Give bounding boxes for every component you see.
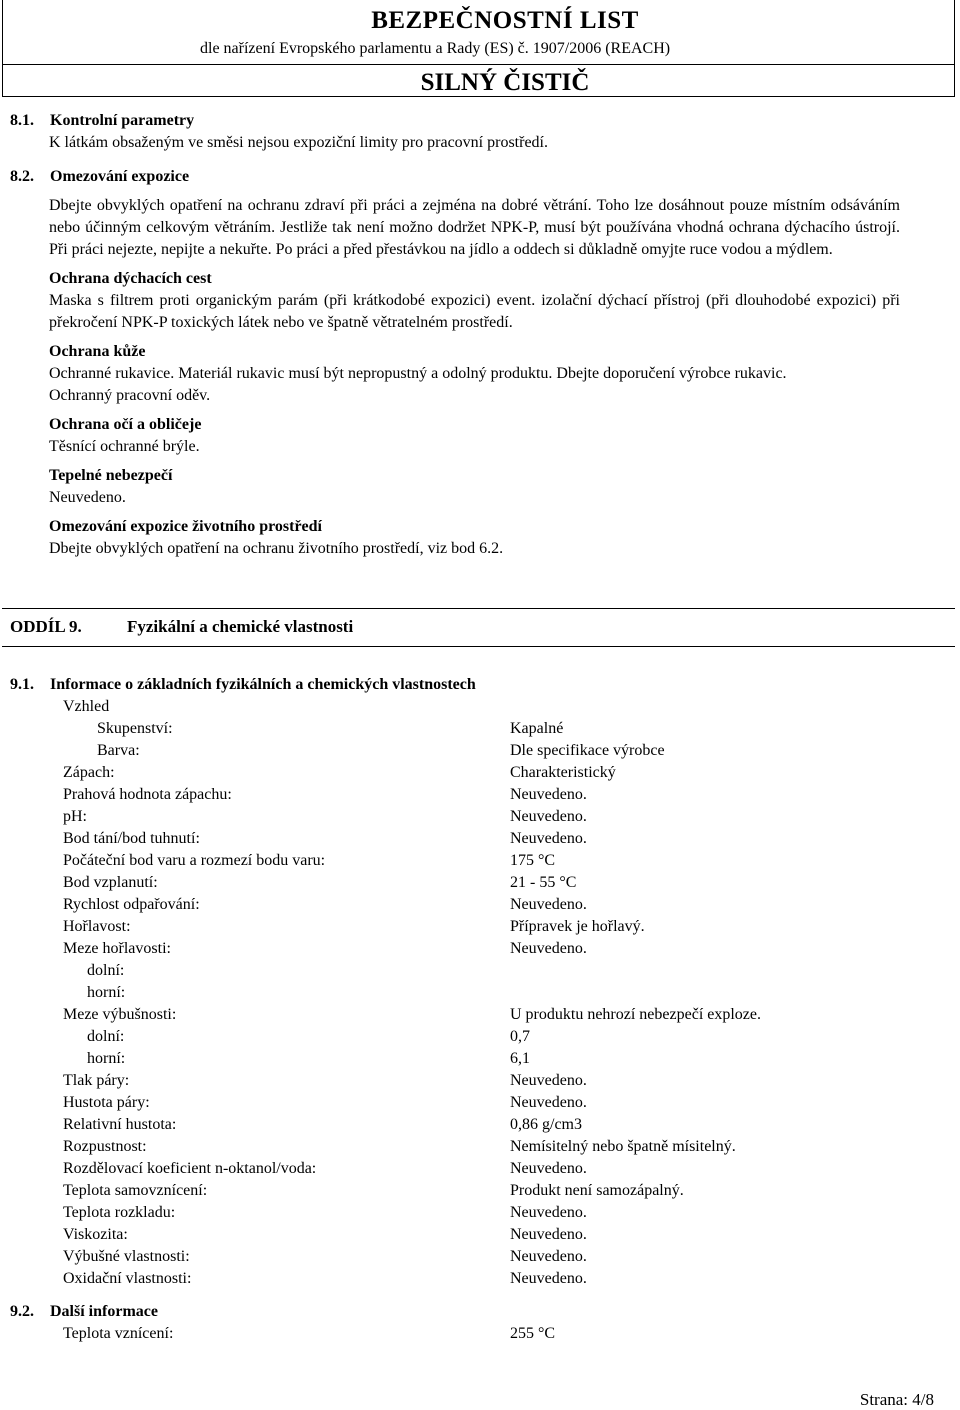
subsection-9-1-heading xyxy=(0,674,960,696)
property-label: Zápach: xyxy=(63,764,115,781)
property-label: Bod tání/bod tuhnutí: xyxy=(63,830,200,847)
subsection-8-1-heading xyxy=(0,110,960,132)
skin-protection-clothing: Ochranný pracovní oděv. xyxy=(49,387,211,404)
property-value: Neuvedeno. xyxy=(510,830,587,847)
property-label: Výbušné vlastnosti: xyxy=(63,1248,190,1265)
property-label: Barva: xyxy=(97,742,140,759)
product-name: SILNÝ ČISTIČ xyxy=(420,69,590,96)
property-row xyxy=(0,1070,960,1092)
properties-block xyxy=(0,674,960,1345)
property-row xyxy=(0,872,960,894)
skin-protection-heading: Ochrana kůže xyxy=(49,343,146,360)
property-row xyxy=(0,1224,960,1246)
property-value: Nemísitelný nebo špatně mísitelný. xyxy=(510,1138,736,1155)
subsection-title: Omezování expozice xyxy=(50,168,190,185)
property-rows xyxy=(0,718,960,1290)
property-value: 175 °C xyxy=(510,852,556,869)
regulation-text: dle nařízení Evropského parlamentu a Rady (ES) č. 1907/2006 (REACH) xyxy=(200,40,671,57)
thermal-hazard-heading: Tepelné nebezpečí xyxy=(49,467,173,484)
property-value: U produktu nehrozí nebezpečí exploze. xyxy=(510,1006,762,1023)
subsection-9-2-heading xyxy=(0,1301,960,1323)
property-row xyxy=(0,1158,960,1180)
exposure-control-paragraph: Dbejte obvyklých opatření na ochranu zdraví při práci a zejména na dobré větrání. Toho lze dosáhnout pouze místním odsáváním nebo účinným celkovým větráním. Jestliže tak není možno dodržet NPK-P, musí být používána vhodná ochrana dýchacího ústrojí. Při práci nejezte, nepijte a nekuřte. Po práci a před přestávkou na jídlo a oddech si důkladně omyjte ruce vodou a mýdlem. xyxy=(49,197,900,258)
property-value: Kapalné xyxy=(510,720,564,737)
property-row xyxy=(0,1026,960,1048)
section-9-header xyxy=(0,592,960,640)
property-label: Rozpustnost: xyxy=(63,1138,147,1155)
property-row xyxy=(0,894,960,916)
property-value: 6,1 xyxy=(510,1050,530,1067)
property-label: Rozdělovací koeficient n-oktanol/voda: xyxy=(63,1160,317,1177)
control-parameters-text: K látkám obsaženým ve směsi nejsou expoziční limity pro pracovní prostředí. xyxy=(49,134,548,151)
property-label: Meze hořlavosti: xyxy=(63,940,171,957)
eye-protection-text: Těsnící ochranné brýle. xyxy=(49,438,200,455)
property-value: Neuvedeno. xyxy=(510,1094,587,1111)
property-row xyxy=(0,828,960,850)
property-row xyxy=(0,740,960,762)
property-row xyxy=(0,1136,960,1158)
eye-protection-heading: Ochrana očí a obličeje xyxy=(49,416,202,433)
property-value: Neuvedeno. xyxy=(510,1248,587,1265)
appearance-label: Vzhled xyxy=(63,698,110,715)
page-number: Strana: 4/8 xyxy=(859,1390,934,1409)
property-row xyxy=(0,1202,960,1224)
property-row xyxy=(0,960,960,982)
property-label: Prahová hodnota zápachu: xyxy=(63,786,232,803)
section-label: ODDÍL 9. xyxy=(10,617,82,636)
property-label: horní: xyxy=(87,1050,126,1067)
property-label: pH: xyxy=(63,808,87,825)
section-divider-bottom xyxy=(2,646,955,647)
property-label: Relativní hustota: xyxy=(63,1116,177,1133)
property-value: Neuvedeno. xyxy=(510,1160,587,1177)
property-value: Produkt není samozápalný. xyxy=(510,1182,684,1199)
property-label: Hořlavost: xyxy=(63,918,131,935)
header-divider xyxy=(2,64,955,65)
respiratory-protection-heading: Ochrana dýchacích cest xyxy=(49,270,212,287)
property-value: Neuvedeno. xyxy=(510,940,587,957)
property-label: horní: xyxy=(87,984,126,1001)
property-value: Dle specifikace výrobce xyxy=(510,742,665,759)
property-label: Hustota páry: xyxy=(63,1094,150,1111)
property-row xyxy=(0,1268,960,1290)
property-value: 0,7 xyxy=(510,1028,530,1045)
property-label: Viskozita: xyxy=(63,1226,128,1243)
property-value: Charakteristický xyxy=(510,764,616,781)
subsection-title: Informace o základních fyzikálních a chemických vlastnostech xyxy=(50,676,476,693)
property-row xyxy=(0,1048,960,1070)
property-value: Neuvedeno. xyxy=(510,1072,587,1089)
property-row xyxy=(0,1246,960,1268)
subsection-title: Další informace xyxy=(50,1303,158,1320)
section-divider-top xyxy=(2,608,955,609)
property-row xyxy=(0,938,960,960)
thermal-hazard-text: Neuvedeno. xyxy=(49,489,126,506)
property-row xyxy=(0,1180,960,1202)
property-row xyxy=(0,916,960,938)
environmental-exposure-text: Dbejte obvyklých opatření na ochranu životního prostředí, viz bod 6.2. xyxy=(49,540,504,557)
property-value: Neuvedeno. xyxy=(510,896,587,913)
property-value: Neuvedeno. xyxy=(510,1226,587,1243)
subsection-8-2-heading xyxy=(0,166,960,188)
property-row xyxy=(0,1092,960,1114)
subsection-number: 8.2. xyxy=(10,168,34,185)
subsection-number: 9.1. xyxy=(10,676,34,693)
property-row xyxy=(0,696,960,718)
section-title: Fyzikální a chemické vlastnosti xyxy=(127,617,354,636)
property-value: Neuvedeno. xyxy=(510,1270,587,1287)
property-label: dolní: xyxy=(87,1028,125,1045)
property-label: Bod vzplanutí: xyxy=(63,874,158,891)
property-row xyxy=(0,1114,960,1136)
property-value: 21 - 55 °C xyxy=(510,874,577,891)
property-label: dolní: xyxy=(87,962,125,979)
property-value: Neuvedeno. xyxy=(510,786,587,803)
property-label: Meze výbušnosti: xyxy=(63,1006,177,1023)
property-value: 0,86 g/cm3 xyxy=(510,1116,582,1133)
section-8-content xyxy=(0,110,960,560)
property-value: 255 °C xyxy=(510,1325,556,1342)
skin-protection-text: Ochranné rukavice. Materiál rukavic musí být nepropustný a odolný produktu. Dbejte doporučení výrobce rukavic. xyxy=(49,365,787,382)
document-header xyxy=(0,0,960,98)
property-row xyxy=(0,784,960,806)
property-row xyxy=(0,762,960,784)
property-row xyxy=(0,982,960,1004)
property-label: Tlak páry: xyxy=(63,1072,130,1089)
subsection-number: 9.2. xyxy=(10,1303,34,1320)
property-label: Teplota samovznícení: xyxy=(63,1182,208,1199)
environmental-exposure-heading: Omezování expozice životního prostředí xyxy=(49,518,322,535)
property-value: Neuvedeno. xyxy=(510,1204,587,1221)
property-label: Počáteční bod varu a rozmezí bodu varu: xyxy=(63,852,326,869)
property-value: Neuvedeno. xyxy=(510,808,587,825)
subsection-number: 8.1. xyxy=(10,112,34,129)
property-label: Rychlost odpařování: xyxy=(63,896,200,913)
property-row xyxy=(0,718,960,740)
property-row xyxy=(0,1004,960,1026)
property-row xyxy=(0,1323,960,1345)
document-title: BEZPEČNOSTNÍ LIST xyxy=(371,7,639,34)
property-row xyxy=(0,850,960,872)
property-label: Teplota rozkladu: xyxy=(63,1204,176,1221)
property-label: Skupenství: xyxy=(97,720,173,737)
property-row xyxy=(0,806,960,828)
subsection-title: Kontrolní parametry xyxy=(50,112,195,129)
respiratory-protection-text: Maska s filtrem proti organickým parám (při krátkodobé expozici) event. izolační dýchací přístroj (při dlouhodobé expozici) při překročení NPK-P toxických látek nebo ve špatně větratelném prostředí. xyxy=(49,292,900,331)
property-value: Přípravek je hořlavý. xyxy=(510,918,645,935)
property-label: Teplota vznícení: xyxy=(63,1325,174,1342)
property-label: Oxidační vlastnosti: xyxy=(63,1270,192,1287)
